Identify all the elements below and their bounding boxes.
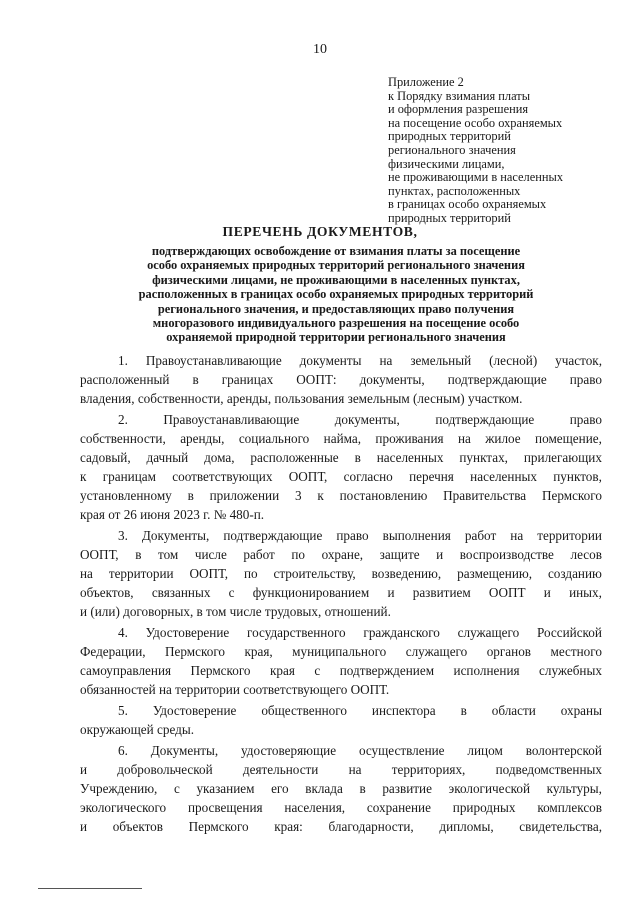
word: дачный — [146, 450, 189, 465]
word: на — [379, 353, 393, 368]
subtitle-line: многоразового индивидуального разрешения на посещение особо — [152, 316, 520, 331]
word: осуществление — [358, 743, 445, 758]
word: территориях, — [391, 762, 466, 777]
text-line — [80, 389, 602, 408]
word: пунктов, — [553, 469, 602, 484]
word: дипломы, — [439, 819, 494, 834]
word: служащего — [405, 644, 468, 659]
word: 3 — [294, 488, 302, 503]
document-body — [80, 351, 602, 836]
word: помещение, — [535, 431, 602, 446]
text-line — [80, 545, 602, 564]
word: соответствующих — [172, 469, 273, 484]
word: на — [457, 431, 471, 446]
word: края, — [244, 644, 273, 659]
word: культуры, — [546, 781, 602, 796]
text-line — [80, 351, 602, 370]
word: найма, — [323, 431, 362, 446]
word: с — [228, 585, 235, 600]
text-line — [80, 505, 602, 524]
word: развитие — [382, 781, 432, 796]
word: работ — [243, 547, 275, 562]
word: границах — [221, 372, 274, 387]
word: на — [80, 566, 93, 581]
word: 4. — [118, 625, 128, 640]
word: населения, — [284, 800, 346, 815]
word: ООПТ — [488, 585, 526, 600]
word: жилое — [485, 431, 521, 446]
word: территории — [108, 566, 174, 581]
word: в — [460, 703, 467, 718]
word: Учреждению, — [80, 781, 158, 796]
word: края — [270, 663, 295, 678]
word: населенных — [376, 450, 444, 465]
page-number: 10 — [313, 42, 327, 57]
word: края от 26 июня 2023 г. № 480-п. — [80, 507, 265, 522]
word: владения, собственности, аренды, пользования земельным (лесным) участком. — [80, 391, 523, 406]
word: Документы, — [141, 528, 210, 543]
word: указанием — [196, 781, 255, 796]
word: подтверждающие — [223, 528, 323, 543]
word: охране, — [321, 547, 364, 562]
text-line — [80, 720, 602, 739]
word: и — [80, 762, 88, 777]
word: вклада — [305, 781, 343, 796]
word: документы, — [334, 412, 400, 427]
word: выполнения — [382, 528, 451, 543]
word: документы — [299, 353, 362, 368]
word: с — [173, 781, 180, 796]
appendix-line: к Порядку взимания платы — [388, 88, 531, 103]
word: экологического — [80, 800, 167, 815]
word: и — [543, 585, 551, 600]
word: ООПТ, — [189, 566, 229, 581]
word: Пермского — [188, 819, 249, 834]
word: и — [80, 819, 88, 834]
word: добровольческой — [117, 762, 213, 777]
word: территории — [537, 528, 602, 543]
text-line — [80, 680, 602, 699]
word: населенных — [470, 469, 537, 484]
text-line — [80, 429, 602, 448]
subtitle-line: расположенных в границах особо охраняемых природных территорий — [138, 287, 534, 302]
appendix-line: природных территорий — [388, 210, 511, 225]
word: право — [569, 372, 602, 387]
text-line — [80, 623, 602, 642]
word: края: — [274, 819, 303, 834]
text-line — [80, 583, 602, 602]
word: связанных — [151, 585, 211, 600]
word: в — [354, 450, 361, 465]
word: Правоустанавливающие — [145, 353, 282, 368]
word: развитием — [412, 585, 471, 600]
word: Удостоверение — [145, 625, 230, 640]
word: согласно — [343, 469, 393, 484]
word: установленному — [80, 488, 172, 503]
text-line — [80, 467, 602, 486]
word: подтверждающие — [435, 412, 535, 427]
word: и — [387, 585, 395, 600]
word: Пермского — [165, 644, 226, 659]
word: собственности, — [80, 431, 166, 446]
word: дома, — [204, 450, 235, 465]
word: в — [135, 547, 142, 562]
word: пунктах, — [459, 450, 508, 465]
word: прилегающих — [523, 450, 602, 465]
appendix-line: Приложение 2 — [388, 75, 464, 89]
word: комплексов — [537, 800, 602, 815]
word: созданию — [547, 566, 602, 581]
word: размещению, — [457, 566, 533, 581]
word: деятельности — [242, 762, 319, 777]
word: расположенный — [80, 372, 170, 387]
text-line — [80, 370, 602, 389]
word: право — [336, 528, 369, 543]
word: местного — [550, 644, 602, 659]
word: Федерации, — [80, 644, 146, 659]
word: Российской — [536, 625, 602, 640]
text-line — [80, 701, 602, 720]
appendix-header — [388, 76, 628, 226]
text-line — [80, 486, 602, 505]
word: сохранение — [366, 800, 431, 815]
word: расположенные — [250, 450, 339, 465]
word: гражданского — [363, 625, 440, 640]
word: благодарности, — [328, 819, 414, 834]
text-line — [80, 760, 602, 779]
text-line — [80, 526, 602, 545]
word: и — [436, 547, 444, 562]
word: ООПТ, — [288, 469, 328, 484]
paragraph-2 — [80, 410, 602, 524]
word: муниципального — [292, 644, 387, 659]
word: Правоустанавливающие — [163, 412, 300, 427]
word: к — [317, 488, 324, 503]
word: иных, — [569, 585, 602, 600]
text-line — [80, 564, 602, 583]
word: исполнения — [453, 663, 520, 678]
paragraph-1 — [80, 351, 602, 408]
word: 3. — [118, 528, 128, 543]
paragraph-4 — [80, 623, 602, 699]
word: работ — [464, 528, 497, 543]
word: просвещения — [187, 800, 263, 815]
word: постановлению — [339, 488, 428, 503]
word: границам — [102, 469, 156, 484]
text-line — [80, 798, 602, 817]
word: удостоверяющие — [241, 743, 337, 758]
word: Пермского — [190, 663, 251, 678]
footnote-divider — [38, 888, 142, 889]
word: инспектора — [371, 703, 436, 718]
word: социального — [238, 431, 310, 446]
word: документы, — [359, 372, 425, 387]
word: участок, — [555, 353, 602, 368]
word: природных — [452, 800, 516, 815]
text-line — [80, 661, 602, 680]
appendix-line: и оформления разрешения — [388, 102, 529, 117]
word: на — [348, 762, 362, 777]
subtitle-line: регионального значения, и предоставляющих право получения — [157, 301, 515, 316]
text-line — [80, 779, 602, 798]
word: самоуправления — [80, 663, 172, 678]
word: обязанностей на территории соответствующего ООПТ. — [80, 682, 390, 697]
word: государственного — [247, 625, 346, 640]
word: строительству, — [273, 566, 356, 581]
word: в — [359, 781, 366, 796]
word: органов — [486, 644, 532, 659]
paragraph-3 — [80, 526, 602, 621]
word: 1. — [118, 353, 128, 368]
word: перечня — [409, 469, 454, 484]
word: том — [158, 547, 179, 562]
text-line — [80, 410, 602, 429]
word: земельный — [410, 353, 472, 368]
word: Документы, — [150, 743, 219, 758]
word: подведомственных — [495, 762, 602, 777]
word: 5. — [118, 703, 128, 718]
subtitle-line: охраняемой природной территории регионального значения — [166, 330, 506, 345]
appendix-line: природных территорий — [388, 129, 511, 144]
paragraph-6 — [80, 741, 602, 836]
word: воспроизводстве — [459, 547, 554, 562]
word: свидетельства, — [519, 819, 602, 834]
paragraph-5 — [80, 701, 602, 739]
word: на — [510, 528, 524, 543]
word: подтверждающие — [447, 372, 547, 387]
word: объектов — [112, 819, 163, 834]
text-line — [80, 817, 602, 836]
word: 2. — [118, 412, 128, 427]
text-line — [80, 602, 602, 621]
word: охраны — [560, 703, 602, 718]
subtitle-line: особо охраняемых природных территорий регионального значения — [147, 258, 525, 273]
word: ООПТ, — [80, 547, 119, 562]
subtitle-line: физическими лицами, не проживающими в населенных пунктах, — [152, 272, 520, 287]
word: Правительства — [443, 488, 527, 503]
word: области — [491, 703, 536, 718]
word: числе — [194, 547, 227, 562]
word: подтверждением — [339, 663, 435, 678]
appendix-line: в границах особо охраняемых — [388, 197, 547, 212]
appendix-line: не проживающими в населенных — [388, 170, 564, 185]
word: проживания — [375, 431, 444, 446]
word: ООПТ: — [296, 372, 337, 387]
word: (лесной) — [489, 353, 538, 368]
word: волонтерской — [525, 743, 602, 758]
word: служащего — [457, 625, 520, 640]
appendix-line: регионального значения — [388, 142, 516, 157]
word: Пермского — [541, 488, 602, 503]
word: защите — [379, 547, 420, 562]
word: экологической — [448, 781, 531, 796]
word: приложении — [209, 488, 280, 503]
subtitle-line: подтверждающих освобождение от взимания платы за посещение — [151, 244, 521, 258]
text-line — [80, 642, 602, 661]
word: в — [192, 372, 199, 387]
word: аренды, — [180, 431, 225, 446]
word: возведению, — [371, 566, 442, 581]
word: Удостоверение — [152, 703, 237, 718]
appendix-line: пунктах, расположенных — [388, 183, 521, 198]
word: служебных — [539, 663, 602, 678]
word: в — [187, 488, 194, 503]
word: 6. — [118, 743, 128, 758]
word: лесов — [570, 547, 602, 562]
word: окружающей среды. — [80, 722, 195, 737]
word: по — [291, 547, 305, 562]
appendix-line: на посещение особо охраняемых — [388, 115, 563, 130]
word: с — [314, 663, 321, 678]
word: садовый, — [80, 450, 131, 465]
word: его — [271, 781, 289, 796]
word: к — [80, 469, 87, 484]
word: и (или) договорных, в том числе трудовых, отношений. — [80, 604, 391, 619]
word: по — [243, 566, 258, 581]
word: право — [569, 412, 602, 427]
word: лицом — [467, 743, 503, 758]
document-subtitle — [86, 244, 586, 345]
document-title: ПЕРЕЧЕНЬ ДОКУМЕНТОВ, — [222, 224, 418, 239]
text-line — [80, 741, 602, 760]
text-line — [80, 448, 602, 467]
appendix-line: физическими лицами, — [388, 156, 505, 171]
word: общественного — [261, 703, 347, 718]
word: объектов, — [80, 585, 134, 600]
word: функционированием — [252, 585, 370, 600]
